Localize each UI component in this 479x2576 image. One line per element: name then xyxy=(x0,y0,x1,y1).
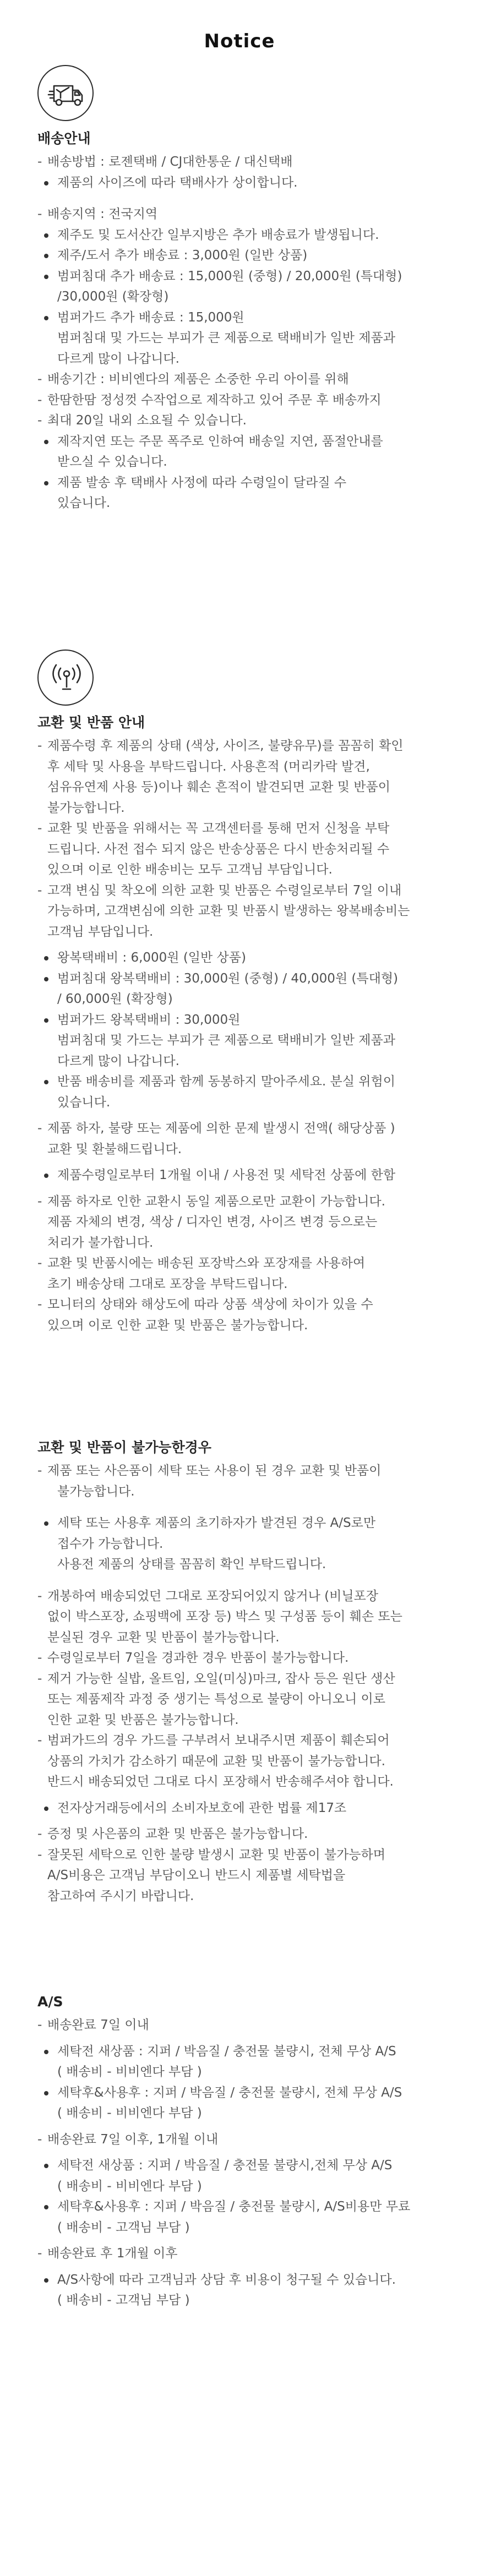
exchange-line: 가능하며, 고객변심에 의한 교환 및 반품시 발생하는 왕복배송비는 xyxy=(47,904,410,918)
delivery-line: 제품의 사이즈에 따라 택배사가 상이합니다. xyxy=(37,173,445,194)
non-returnable-line: 또는 제품제작 과정 중 생기는 특성으로 불량이 아니오니 이로 xyxy=(47,1692,385,1706)
exchange-line: 반품 배송비를 제품과 함께 동봉하지 말아주세요. 분실 위험이 xyxy=(37,1072,445,1093)
delivery-line: 있습니다. xyxy=(57,496,111,510)
delivery-line: 범퍼침대 및 가드는 부피가 큰 제품으로 택배비가 일반 제품과 xyxy=(57,331,395,345)
page-title: Notice xyxy=(204,30,275,52)
exchange-line: 제품 자체의 변경, 색상 / 디자인 변경, 사이즈 변경 등으로는 xyxy=(47,1215,378,1229)
non-returnable-line: 참고하여 주시기 바랍니다. xyxy=(47,1889,194,1903)
exchange-line: 교환 및 환불해드립니다. xyxy=(47,1142,182,1156)
exchange-line: 처리가 불가합니다. xyxy=(47,1235,154,1250)
non-returnable-line: 분실된 경우 교환 및 반품이 불가능합니다. xyxy=(47,1630,280,1645)
exchange-line: 다르게 많이 나갑니다. xyxy=(57,1054,179,1068)
exchange-line: 있으며 이로 인한 배송비는 모두 고객님 부담입니다. xyxy=(47,863,333,877)
exchange-line: 범퍼침대 왕복택배비 : 30,000원 (중형) / 40,000원 (특대형) xyxy=(37,969,445,990)
delivery-line: 받으실 수 있습니다. xyxy=(57,455,167,469)
delivery-heading: 배송안내 xyxy=(37,130,91,146)
as-line: 세탁전 새상품 : 지퍼 / 박음질 / 충전물 불량시, 전체 무상 A/S xyxy=(37,2042,445,2062)
non-returnable-heading: 교환 및 반품이 불가능한경우 xyxy=(37,1439,211,1455)
exchange-line: - 제품수령 후 제품의 상태 (색상, 사이즈, 불량유무)를 꼼꼼히 확인 xyxy=(37,736,445,757)
delivery-truck-icon xyxy=(37,65,94,121)
delivery-line: 제주/도서 추가 배송료 : 3,000원 (일반 상품) xyxy=(37,245,445,266)
exchange-section xyxy=(37,712,445,1336)
as-line: ( 배송비 - 비비엔다 부담 ) xyxy=(57,2065,202,2079)
as-line: 세탁후&사용후 : 지퍼 / 박음질 / 충전물 불량시, A/S비용만 무료 xyxy=(37,2197,445,2218)
as-section xyxy=(37,1991,445,2311)
exchange-line: 후 세탁 및 사용을 부탁드립니다. 사용흔적 (머리카락 발견, xyxy=(47,759,370,774)
as-line: ( 배송비 - 고객님 부담 ) xyxy=(57,2293,190,2307)
delivery-line: - 한땀한땀 정성껏 수작업으로 제작하고 있어 주문 후 배송까지 xyxy=(37,390,445,411)
exchange-line: 있으며 이로 인한 교환 및 반품은 불가능합니다. xyxy=(47,1318,308,1333)
as-line: 세탁후&사용후 : 지퍼 / 박음질 / 충전물 불량시, 전체 무상 A/S xyxy=(37,2083,445,2104)
exchange-line: 제품수령일로부터 1개월 이내 / 사용전 및 세탁전 상품에 한함 xyxy=(37,1165,445,1186)
exchange-line: - 제품 하자로 인한 교환시 동일 제품으로만 교환이 가능합니다. xyxy=(37,1192,445,1213)
exchange-line: 범퍼침대 및 가드는 부피가 큰 제품으로 택배비가 일반 제품과 xyxy=(57,1033,395,1047)
non-returnable-line: 반드시 배송되었던 그대로 다시 포장해서 반송해주셔야 합니다. xyxy=(47,1775,394,1789)
delivery-line: - 배송지역 : 전국지역 xyxy=(37,204,445,225)
as-line: A/S사항에 따라 고객님과 상담 후 비용이 청구될 수 있습니다. xyxy=(37,2270,445,2291)
delivery-line: 제주도 및 도서산간 일부지방은 추가 배송료가 발생됩니다. xyxy=(37,225,445,246)
non-returnable-line: A/S비용은 고객님 부담이오니 반드시 제품별 세탁법을 xyxy=(47,1868,346,1882)
as-line: - 배송완료 7일 이후, 1개월 이내 xyxy=(37,2130,445,2151)
non-returnable-line: - 범퍼가드의 경우 가드를 구부려서 보내주시면 제품이 훼손되어 xyxy=(37,1731,445,1751)
as-line: ( 배송비 - 비비엔다 부담 ) xyxy=(57,2106,202,2120)
non-returnable-line: 인한 교환 및 반품은 불가능합니다. xyxy=(47,1712,239,1727)
exchange-heading: 교환 및 반품 안내 xyxy=(37,714,145,730)
as-line: ( 배송비 - 고객님 부담 ) xyxy=(57,2220,190,2235)
as-line: - 배송완료 후 1개월 이후 xyxy=(37,2244,445,2264)
non-returnable-line: 세탁 또는 사용후 제품의 초기하자가 발견된 경우 A/S로만 xyxy=(37,1513,445,1534)
exchange-line: - 제품 하자, 불량 또는 제품에 의한 문제 발생시 전액( 해당상품 ) xyxy=(37,1118,445,1139)
exchange-line: 있습니다. xyxy=(57,1095,111,1110)
non-returnable-line: - 제품 또는 사은품이 세탁 또는 사용이 된 경우 교환 및 반품이 xyxy=(37,1461,445,1482)
exchange-line: - 교환 및 반품시에는 배송된 포장박스와 포장재를 사용하여 xyxy=(37,1253,445,1274)
exchange-line: 섬유유연제 사용 등)이나 훼손 흔적이 발견되면 교환 및 반품이 xyxy=(47,780,390,794)
non-returnable-line: - 수령일로부터 7일을 경과한 경우 반품이 불가능합니다. xyxy=(37,1648,445,1669)
speaker-signal-icon xyxy=(37,650,94,706)
exchange-line: 왕복택배비 : 6,000원 (일반 상품) xyxy=(37,948,445,969)
delivery-line: - 최대 20일 내외 소요될 수 있습니다. xyxy=(37,411,445,432)
as-line: ( 배송비 - 비비엔다 부담 ) xyxy=(57,2179,202,2193)
exchange-line: 고객님 부담입니다. xyxy=(47,924,154,939)
exchange-line: 드립니다. 사전 접수 되지 않은 반송상품은 다시 반송처리될 수 xyxy=(47,842,390,856)
as-heading: A/S xyxy=(37,1994,63,2010)
exchange-line: - 모니터의 상태와 해상도에 따라 상품 색상에 차이가 있을 수 xyxy=(37,1295,445,1316)
delivery-line: 범퍼가드 추가 배송료 : 15,000원 xyxy=(37,308,445,329)
delivery-section xyxy=(37,128,445,514)
non-returnable-line: 상품의 가치가 감소하기 때문에 교환 및 반품이 불가능합니다. xyxy=(47,1754,385,1769)
delivery-line: 범퍼침대 추가 배송료 : 15,000원 (중형) / 20,000원 (특대형) xyxy=(37,266,445,287)
delivery-line: /30,000원 (확장형) xyxy=(57,290,169,304)
as-line: 세탁전 새상품 : 지퍼 / 박음질 / 충전물 불량시,전체 무상 A/S xyxy=(37,2155,445,2176)
non-returnable-line: 불가능합니다. xyxy=(57,1484,135,1499)
non-returnable-line: 전자상거래등에서의 소비자보호에 관한 법률 제17조 xyxy=(37,1798,445,1819)
delivery-line: - 배송기간 : 비비엔다의 제품은 소중한 우리 아이를 위해 xyxy=(37,369,445,390)
exchange-line: 범퍼가드 왕복택배비 : 30,000원 xyxy=(37,1010,445,1031)
non-returnable-line: 접수가 가능합니다. xyxy=(57,1536,164,1551)
exchange-line: 초기 배송상태 그대로 포장을 부탁드립니다. xyxy=(47,1276,288,1291)
non-returnable-line: - 제거 가능한 실밥, 올트임, 오일(미싱)마크, 잡사 등은 원단 생산 xyxy=(37,1669,445,1690)
exchange-line: 불가능합니다. xyxy=(47,800,125,815)
exchange-line: / 60,000원 (확장형) xyxy=(57,992,173,1006)
exchange-line: - 교환 및 반품을 위해서는 꼭 고객센터를 통해 먼저 신청을 부탁 xyxy=(37,818,445,839)
non-returnable-line: - 잘못된 세탁으로 인한 불량 발생시 교환 및 반품이 불가능하며 xyxy=(37,1845,445,1866)
non-returnable-line: - 개봉하여 배송되었던 그대로 포장되어있지 않거나 (비닐포장 xyxy=(37,1586,445,1607)
exchange-line: - 고객 변심 및 착오에 의한 교환 및 반품은 수령일로부터 7일 이내 xyxy=(37,881,445,902)
non-returnable-line: - 증정 및 사은품의 교환 및 반품은 불가능합니다. xyxy=(37,1824,445,1845)
delivery-line: 다르게 많이 나갑니다. xyxy=(57,351,179,366)
delivery-line: 제작지연 또는 주문 폭주로 인하여 배송일 지연, 품절안내를 xyxy=(37,432,445,452)
delivery-line: 제품 발송 후 택배사 사정에 따라 수령일이 달라질 수 xyxy=(37,473,445,494)
non-returnable-line: 사용전 제품의 상태를 꼼꼼히 확인 부탁드립니다. xyxy=(57,1557,326,1571)
delivery-line: - 배송방법 : 로젠택배 / CJ대한통운 / 대신택배 xyxy=(37,152,445,173)
as-line: - 배송완료 7일 이내 xyxy=(37,2015,445,2036)
non-returnable-line: 없이 박스포장, 쇼핑백에 포장 등) 박스 및 구성품 등이 훼손 또는 xyxy=(47,1609,402,1624)
non-returnable-section xyxy=(37,1437,445,1907)
